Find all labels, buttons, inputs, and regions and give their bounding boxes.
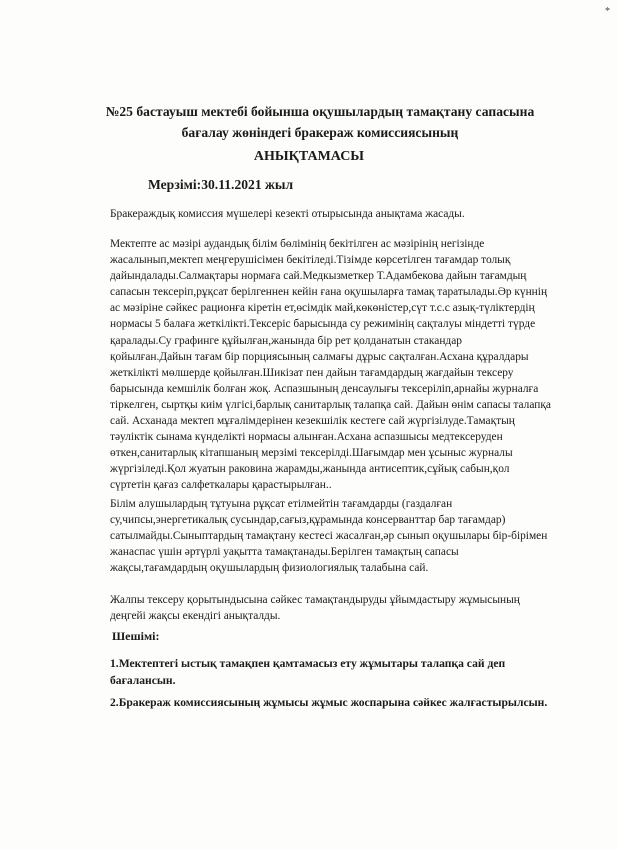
text-line: нормасы 5 балаға жеткілікті.Тексеріс барысында су режимінің сақталуы міндетті түрде bbox=[110, 318, 536, 331]
decision-item bbox=[110, 656, 598, 689]
text-line: жүргізіледі.Қол жуатын раковина жарамды,жанында антисептик,сұйық сабын,қол bbox=[110, 463, 510, 476]
text-line: 2.Бракераж комиссиясының жұмысы жұмыс жоспарына сәйкес жалғастырылсын. bbox=[110, 696, 548, 709]
text-line: Білім алушылардың тұтуына рұқсат етілмейтін тағамдарды (газдалған bbox=[110, 498, 453, 510]
text-line: өткен,санитарлық кітапшаның мерзімі тексерілді.Шағымдар мен ұсыныс журналы bbox=[110, 447, 513, 460]
text-line: сатылмайды.Сыныптардың тамақтану кестесі жасалған,әр сынып оқушылары бір-бірімен bbox=[110, 530, 548, 543]
paragraph-inspection-details bbox=[110, 236, 598, 494]
corner-mark: * bbox=[605, 6, 610, 17]
text-line: барысында кемшілік болған жоқ. Аспазшының денсаулығы тексеріліп,арнайы журналға bbox=[110, 382, 539, 395]
title-line: бағалау жөніндегі бракераж комиссиясының bbox=[181, 125, 459, 140]
text-line: қойылған.Дайын тағам бір порциясының салмағы дұрыс сақталған.Асхана құралдары bbox=[110, 350, 529, 363]
document-date: Мерзімі:30.11.2021 жыл bbox=[148, 177, 294, 192]
text-line: су,чипсы,энергетикалық сусындар,сағыз,құрамында консерванттар бар тағамдар) bbox=[110, 514, 506, 527]
text-line: жақсы,тағамдардың оқушылардың физиологиялық талабына сай. bbox=[110, 562, 429, 575]
document-heading: АНЫҚТАМАСЫ bbox=[253, 149, 365, 164]
text-line: Мектепте ас мәзірі аудандық білім бөлімінің бекітілген ас мәзірінің негізінде bbox=[110, 238, 485, 250]
paragraph-intro bbox=[110, 206, 598, 222]
text-line: жеткілікті мөлшерде қойылған.Шикізат пен дайын тағамдардың жағдайын тексеру bbox=[110, 366, 514, 379]
text-line: тәуліктік сынама күнделікті нормасы алынған.Асхана аспазшысы медтексеруден bbox=[110, 431, 503, 444]
paragraph-prohibited-foods bbox=[110, 496, 598, 576]
decision-label: Шешімі: bbox=[112, 629, 160, 643]
text-line: деңгейі жақсы екендігі анықталды. bbox=[110, 610, 281, 623]
text-line: бағалансын. bbox=[110, 673, 176, 687]
title-line: №25 бастауыш мектебі бойынша оқушылардың тамақтану сапасына bbox=[105, 104, 535, 119]
text-line: сүртетін қағаз салфеткалары қарастырылған.. bbox=[110, 479, 332, 492]
text-line: жанаспас үшін әртүрлі уақытта тамақтанады.Берілген тамақтың сапасы bbox=[110, 546, 459, 559]
text-line: сай. Асханада мектеп мұғалімдерінен кезекшілік кестеге сай жүргізілуде.Тамақтың bbox=[110, 415, 515, 428]
paragraph-conclusion bbox=[110, 592, 598, 624]
text-line: қаралады.Су графинге құйылған,жанында бір рет қолданатын стакандар bbox=[110, 334, 462, 347]
text-line: жасалынып,мектеп меңгерушісімен бекітіледі.Тізімде көрсетілген тағамдар толық bbox=[110, 254, 511, 267]
text-line: ас мәзіріне сәйкес рационға кіретін ет,өсімдік май,көкөністер,сүт т.с.с азық-түліктердің bbox=[110, 302, 535, 315]
text-line: сапасын тексеріп,рұқсат берілгеннен кейін ғана оқушыларға тамақ таратылады.Әр күннің bbox=[110, 286, 548, 299]
text-line: Жалпы тексеру қорытындысына сәйкес тамақтандыруды ұйымдастыру жұмысының bbox=[110, 594, 520, 606]
text-line: тіркелген, сыртқы киім үлгісі,барлық санитарлық талапқа сай. Дайын өнім сапасы талапқа bbox=[110, 398, 551, 411]
document-title bbox=[60, 101, 580, 143]
text-line: дайындалады.Салмақтары нормаға сай.Медкызметкер Т.Адамбекова дайын тағамдың bbox=[110, 270, 527, 283]
decision-item bbox=[110, 695, 598, 712]
text-line: Бракераждық комиссия мүшелері кезекті отырысында анықтама жасады. bbox=[110, 208, 465, 220]
text-line: 1.Мектептегі ыстық тамақпен қамтамасыз ету жұмытары талапқа сай деп bbox=[110, 657, 506, 670]
